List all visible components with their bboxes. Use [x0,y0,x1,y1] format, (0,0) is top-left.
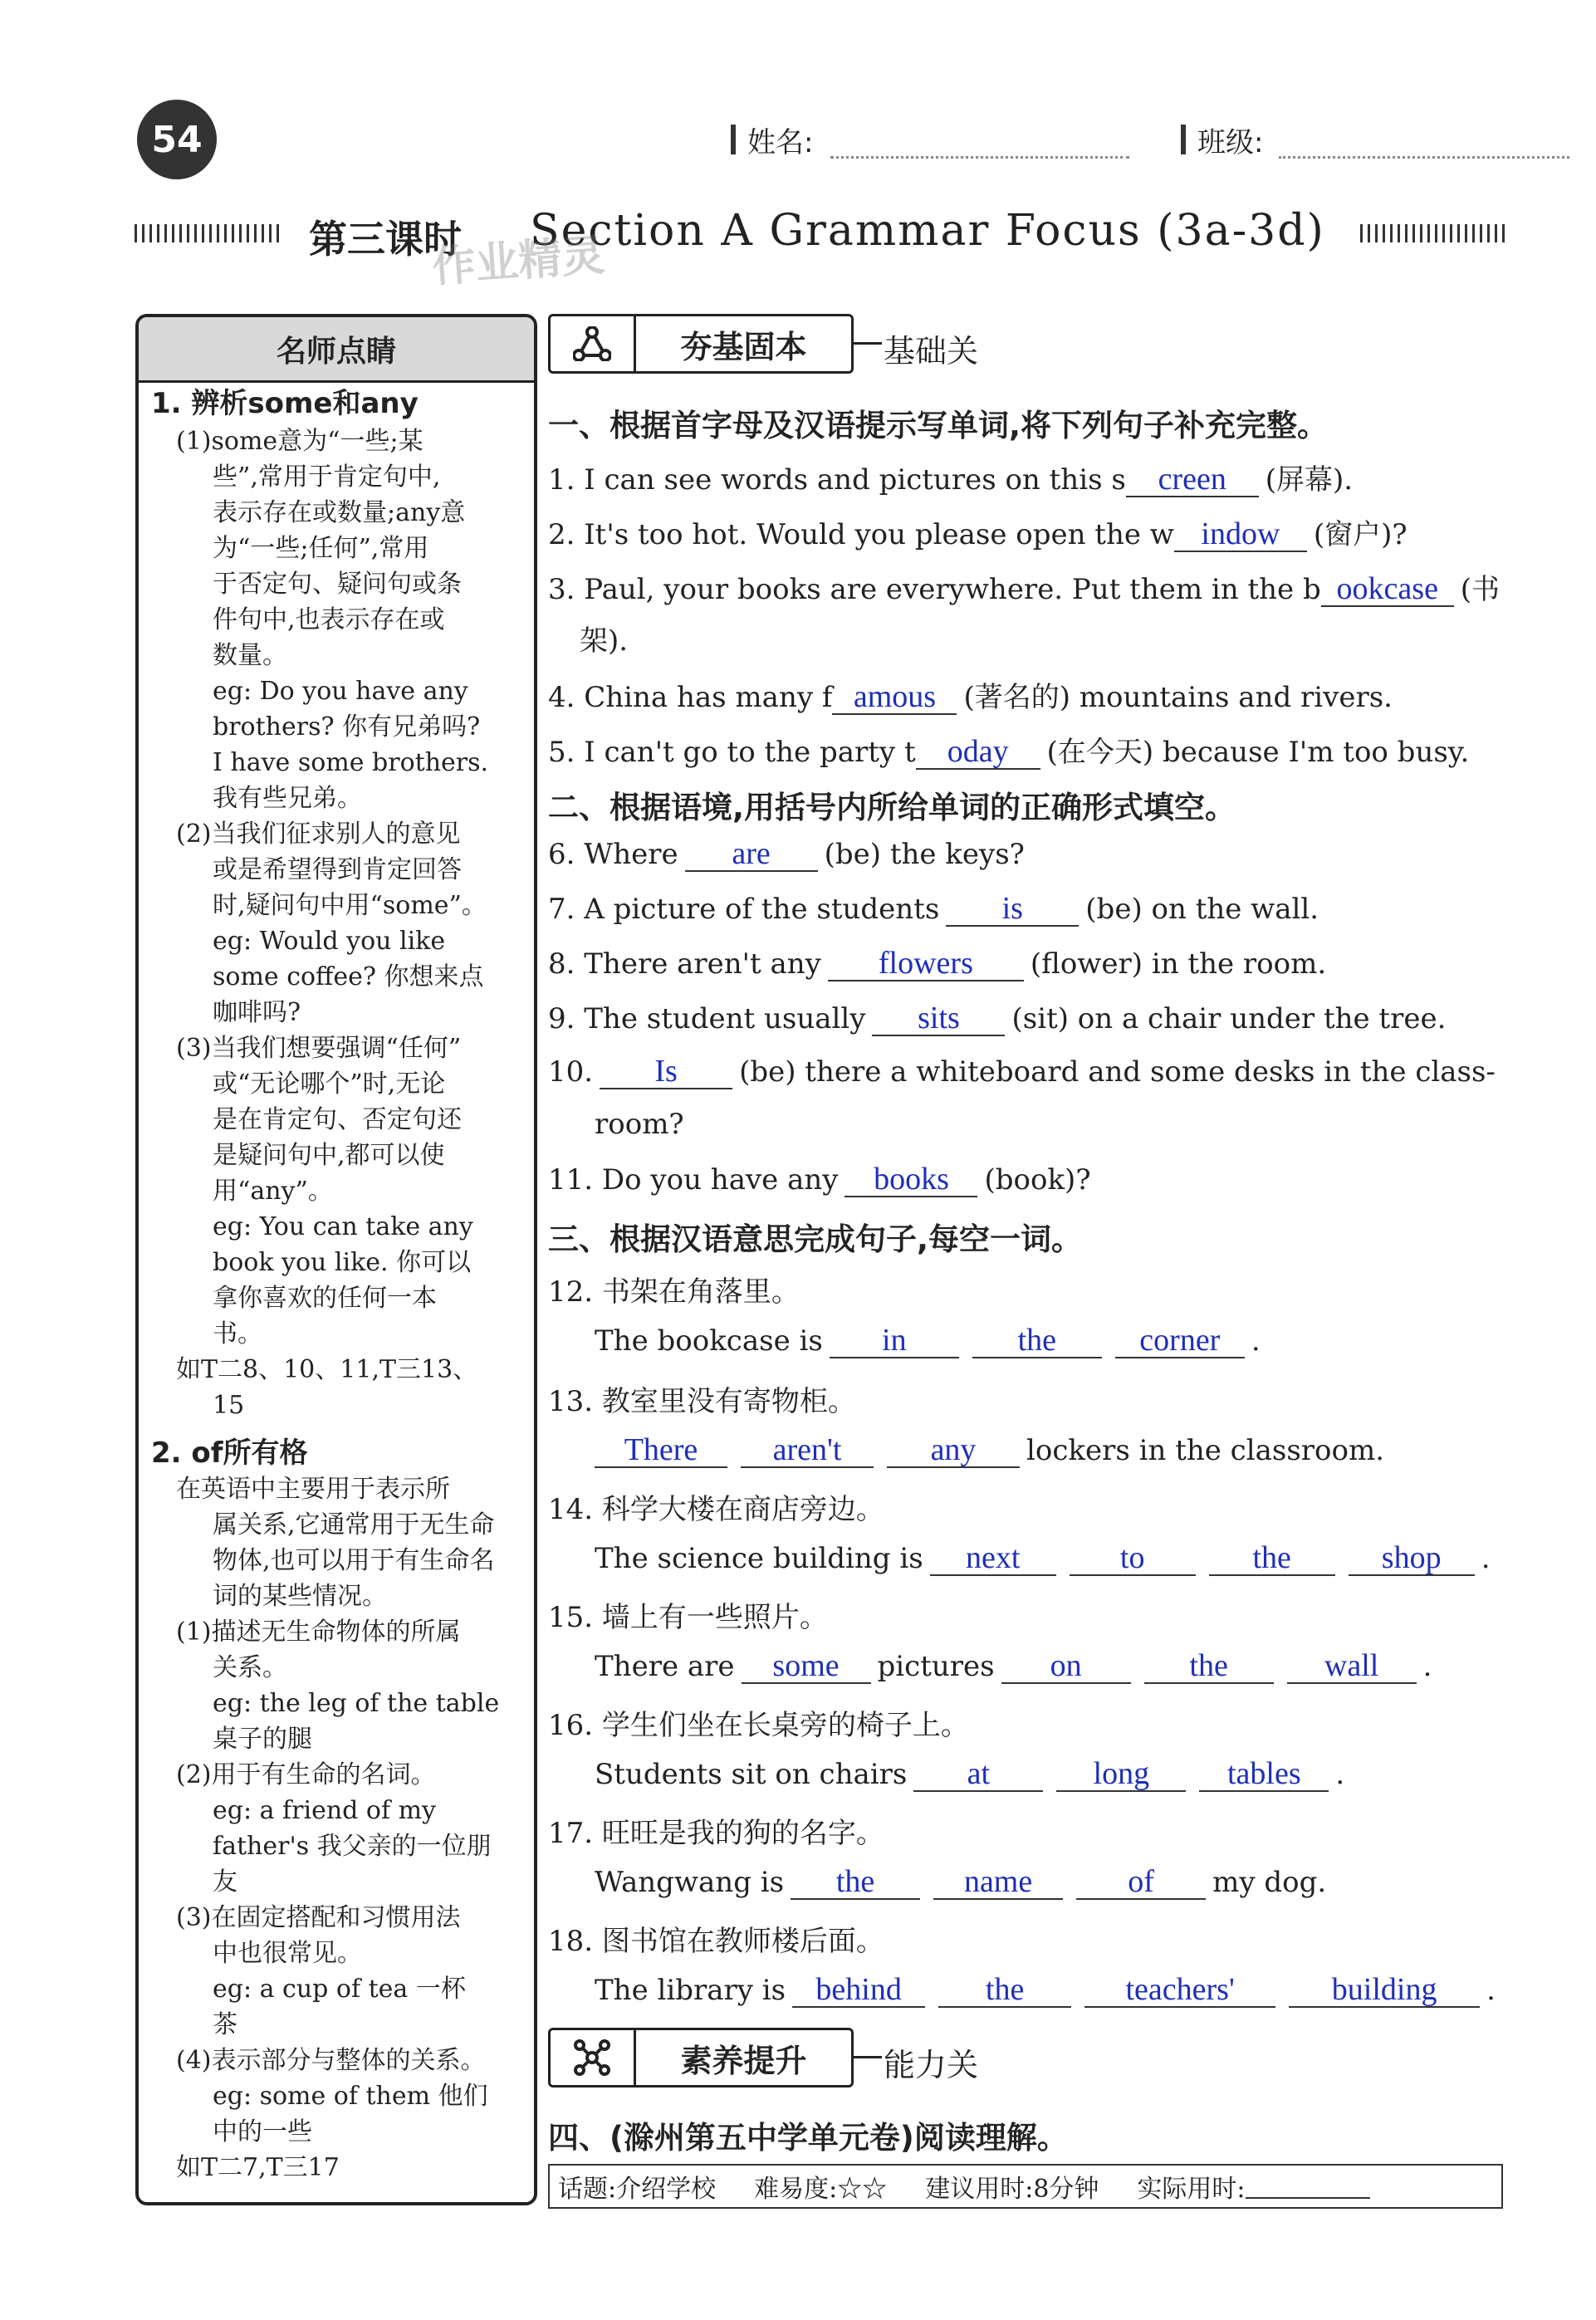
tip-line: 如T二7,T三17 [176,2153,340,2182]
tip-line: 茶 [213,2010,237,2039]
tip-line: 词的某些情况。 [213,1582,387,1611]
question-11: 11. Do you have any books (book)? [548,1162,1091,1197]
tip-line: (2)当我们征求别人的意见 [176,820,461,849]
tip-line: 物体,也可以用于有生命名 [213,1546,495,1575]
answer-blank[interactable]: long [1056,1757,1186,1792]
watermark: 作业精灵 [430,230,607,293]
question-17: 17. 旺旺是我的狗的名字。 [548,1817,884,1850]
part1-title: 一、根据首字母及汉语提示写单词,将下列句子补充完整。 [548,408,1329,443]
question-14: 14. 科学大楼在商店旁边。 [548,1493,884,1526]
tips-section-2 [176,1471,525,2185]
divider [1181,125,1186,154]
actual-time-label: 实际用时: [1137,2175,1246,2204]
tip-line: 件句中,也表示存在或 [213,605,445,634]
question-15-answer: There are some pictures on the wall . [595,1648,1432,1683]
answer-blank[interactable]: next [930,1541,1056,1576]
answer-blank[interactable]: indow [1174,517,1307,552]
answer-blank[interactable]: at [913,1757,1043,1792]
tip-line: (3)在固定搭配和习惯用法 [176,1903,461,1932]
answer-blank[interactable]: sits [872,1001,1005,1036]
tip-line: some coffee? 你想来点 [213,962,484,991]
section-basic [548,314,854,374]
question-9: 9. The student usually sits (sit) on a chair under the tree. [548,1001,1447,1035]
question-16: 16. 学生们坐在长桌旁的椅子上。 [548,1709,969,1742]
answer-blank[interactable]: the [1144,1649,1274,1684]
tip-line: (3)当我们想要强调“任何” [176,1034,462,1063]
answer-blank[interactable]: There [595,1433,727,1468]
answer-blank[interactable]: some [742,1649,871,1684]
tip-line: 桌子的腿 [213,1725,312,1754]
question-4: 4. China has many f amous (著名的) mountains and rivers. [548,679,1393,714]
answer-blank[interactable]: amous [832,680,957,715]
tip-line: 数量。 [213,641,287,670]
class-field[interactable] [1279,156,1569,159]
difficulty-label: 难易度:☆☆ [754,2175,888,2204]
actual-time-field[interactable] [1246,2174,1370,2199]
answer-blank[interactable]: the [972,1324,1102,1358]
answer-blank[interactable]: shop [1349,1541,1475,1576]
section-basic-label: 夯基固本 [680,328,807,365]
answer-blank[interactable]: are [685,837,818,872]
question-17-answer: Wangwang is the name of my dog. [595,1864,1327,1899]
tip-line: father's 我父亲的一位朋 [213,1832,492,1861]
tip-line: (4)表示部分与整体的关系。 [176,2046,486,2075]
question-13: 13. 教室里没有寄物柜。 [548,1385,856,1418]
topic-label: 话题:介绍学校 [558,2175,717,2204]
tips-section-1 [176,423,525,1423]
question-14-answer: The science building is next to the shop . [595,1540,1491,1575]
tip-line: 友 [213,1867,237,1897]
answer-blank[interactable]: behind [792,1973,925,2008]
answer-blank[interactable]: to [1070,1541,1196,1576]
question-12-answer: The bookcase is in the corner . [595,1323,1261,1358]
answer-blank[interactable]: on [1001,1649,1131,1684]
suggested-time-label: 建议用时:8分钟 [925,2175,1099,2204]
answer-blank[interactable]: of [1076,1865,1206,1900]
question-10: 10. Is (be) there a whiteboard and some desks in the class- [548,1054,1496,1089]
tip-line: brothers? 你有兄弟吗? [213,712,481,742]
divider [854,2056,882,2058]
tip-line: eg: a friend of my [213,1796,436,1825]
tip-line: (1)描述无生命物体的所属 [176,1618,461,1647]
page-number: 54 [137,100,217,179]
answer-blank[interactable]: name [933,1865,1063,1900]
answer-blank[interactable]: flowers [828,947,1024,981]
answer-blank[interactable]: creen [1126,463,1259,497]
tip-line: 咖啡吗? [213,998,301,1027]
section-advance-label: 素养提升 [680,2042,807,2079]
triangle-nodes-icon [551,316,636,371]
answer-blank[interactable]: any [887,1433,1020,1468]
molecule-icon [551,2030,636,2085]
question-2: 2. It's too hot. Would you please open the w indow (窗户)? [548,516,1408,551]
lesson-title: 第三课时 [309,217,462,262]
question-18-answer: The library is behind the teachers' building . [595,1972,1496,2007]
section-title: Section A Grammar Focus (3a-3d) [530,206,1325,256]
tip-line: 书。 [213,1319,262,1348]
question-7: 7. A picture of the students is (be) on the wall. [548,891,1319,926]
tip-line: 表示存在或数量;any意 [213,498,466,527]
question-12: 12. 书架在角落里。 [548,1275,800,1309]
part2-title: 二、根据语境,用括号内所给单词的正确形式填空。 [548,790,1236,825]
name-field[interactable] [830,156,1129,159]
question-18: 18. 图书馆在教师楼后面。 [548,1925,884,1958]
tip-line: book you like. 你可以 [213,1248,472,1277]
part3-title: 三、根据汉语意思完成句子,每空一词。 [548,1221,1083,1257]
title-ornament-left [135,224,282,242]
tips-heading-1: 1. 辨析some和any [151,387,419,420]
answer-blank[interactable]: oday [916,735,1040,770]
answer-blank[interactable]: in [830,1324,959,1358]
question-16-answer: Students sit on chairs at long tables . [595,1756,1345,1791]
title-ornament-right [1360,224,1510,242]
section-basic-sub: 基础关 [884,333,979,370]
question-3: 3. Paul, your books are everywhere. Put them in the b ookcase (书 [548,571,1501,606]
answer-blank[interactable]: the [1209,1541,1335,1576]
question-8: 8. There aren't any flowers (flower) in the room. [548,946,1327,981]
answer-blank[interactable]: corner [1115,1324,1245,1358]
answer-blank[interactable]: aren't [741,1433,874,1468]
tips-heading: 名师点睛 [139,317,534,383]
tip-line: 拿你喜欢的任何一本 [213,1284,437,1313]
tip-line: 在英语中主要用于表示所 [176,1475,450,1504]
tip-line: eg: Would you like [213,927,446,956]
tip-line: 或是希望得到肯定回答 [213,855,462,884]
tip-line: eg: some of them 他们 [213,2082,488,2111]
tips-heading-2: 2. of所有格 [151,1437,308,1470]
question-10-cont: room? [595,1108,684,1141]
tip-line: 是在肯定句、否定句还 [213,1105,462,1134]
tip-line: 是疑问句中,都可以使 [213,1141,445,1170]
tip-line: 为“一些;任何”,常用 [213,534,429,563]
topic-bar [548,2164,1503,2209]
question-13-answer: There aren't any lockers in the classroom. [588,1433,1384,1468]
tip-line: 我有些兄弟。 [213,784,362,813]
answer-blank[interactable]: the [938,1973,1071,2008]
answer-blank[interactable]: teachers' [1084,1973,1275,2008]
answer-blank[interactable]: wall [1287,1649,1417,1684]
question-6: 6. Where are (be) the keys? [548,836,1025,871]
tip-line: 15 [213,1391,245,1420]
tip-line: 或“无论哪个”时,无论 [213,1069,446,1099]
answer-blank[interactable]: building [1289,1973,1480,2008]
answer-blank[interactable]: is [946,892,1079,927]
tip-line: 用“any”。 [213,1177,333,1206]
name-label: 姓名: [747,126,814,159]
tip-line: 中也很常见。 [213,1939,362,1968]
answer-blank[interactable]: tables [1199,1757,1329,1792]
tip-line: 于否定句、疑问句或条 [213,570,462,599]
tip-line: 时,疑问句中用“some”。 [213,891,487,920]
tip-line: eg: Do you have any [213,677,468,706]
question-3-cont: 架). [580,624,629,658]
question-5: 5. I can't go to the party t oday (在今天) because I'm too busy. [548,734,1470,769]
tip-line: (1)some意为“一些;某 [176,427,423,456]
tip-line: (2)用于有生命的名词。 [176,1760,436,1789]
tip-line: eg: You can take any [213,1212,473,1241]
divider [854,342,882,345]
section-advance [548,2028,854,2088]
question-15: 15. 墙上有一些照片。 [548,1601,828,1634]
answer-blank[interactable]: books [845,1162,977,1197]
answer-blank[interactable]: Is [600,1055,732,1089]
tip-line: 中的一些 [213,2117,312,2146]
answer-blank[interactable]: the [791,1865,920,1900]
tip-line: 些”,常用于肯定句中, [213,463,441,492]
answer-blank[interactable]: ookcase [1321,572,1454,607]
tip-line: I have some brothers. [213,748,489,777]
tip-line: 属关系,它通常用于无生命 [213,1510,495,1539]
tip-line: 如T二8、10、11,T三13、 [176,1355,478,1384]
question-1: 1. I can see words and pictures on this s creen (屏幕). [548,462,1354,497]
tip-line: eg: a cup of tea 一杯 [213,1975,466,2004]
tip-line: eg: the leg of the table [213,1689,500,1718]
part4-title: 四、(滁州第五中学单元卷)阅读理解。 [548,2120,1068,2156]
section-advance-sub: 能力关 [884,2047,979,2083]
divider [731,125,736,154]
class-label: 班级: [1197,126,1264,159]
tip-line: 关系。 [213,1653,287,1682]
